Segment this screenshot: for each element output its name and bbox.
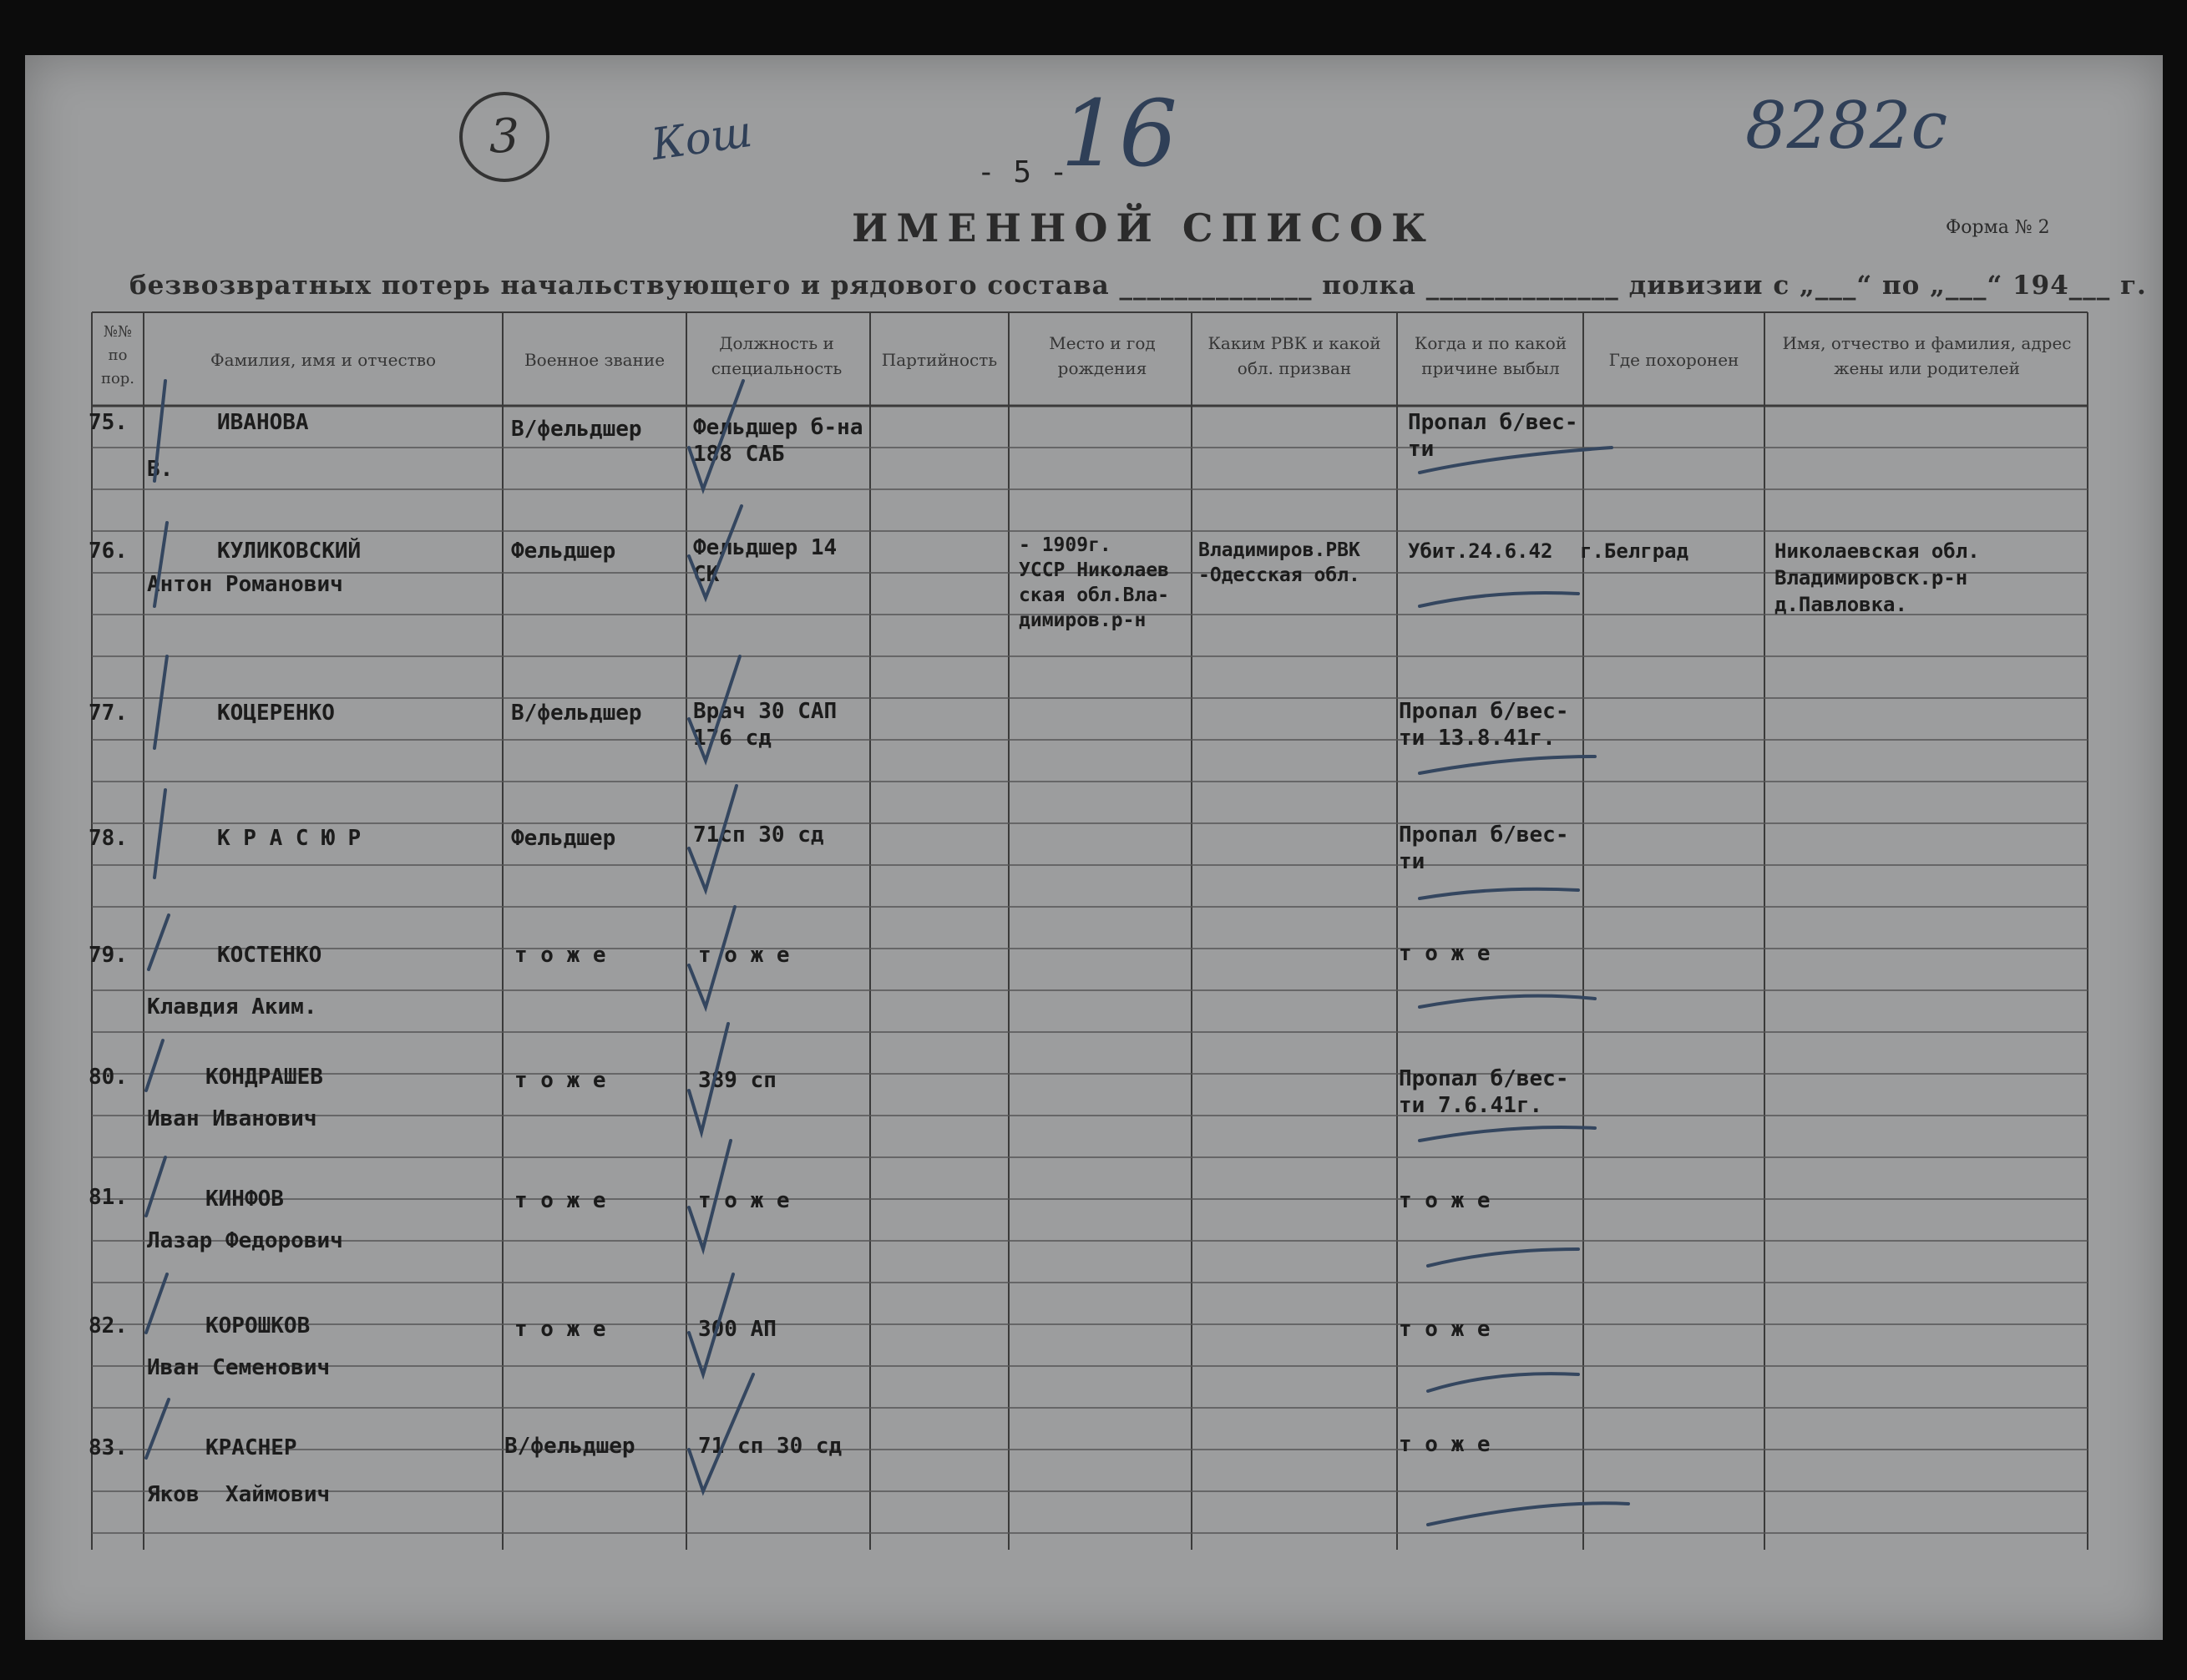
row-number: 78.	[89, 826, 128, 851]
column-header-reason: Когда и по какой причине выбыл	[1414, 333, 1567, 378]
document-sheet	[25, 55, 2163, 1640]
position: т о ж е	[698, 1188, 790, 1213]
document-subtitle: безвозвратных потерь начальствующего и рядового состава ______________ полка ______________ дивизии с „___“ по „___“ 194___ г.	[129, 271, 2147, 301]
check-mark	[689, 1274, 733, 1374]
dash-mark	[1420, 757, 1595, 773]
row-number: 76.	[89, 539, 128, 564]
rank: Фельдшер	[511, 539, 616, 564]
row-number: 77.	[89, 701, 128, 726]
column-header-name: Фамилия, имя и отчество	[210, 350, 437, 370]
position: 71 сп 30 сд	[698, 1434, 843, 1459]
check-mark	[689, 506, 742, 598]
given-name: Иван Иванович	[147, 1106, 317, 1131]
rvk: Владимиров.РВК -Одесская обл.	[1198, 539, 1360, 586]
check-mark	[689, 1141, 731, 1249]
check-mark	[689, 656, 740, 761]
row-number: 81.	[89, 1185, 128, 1210]
reason: Пропал б/вес- ти	[1408, 410, 1578, 462]
reason: Убит.24.6.42	[1408, 539, 1553, 563]
row-number: 82.	[89, 1313, 128, 1338]
dash-mark	[1420, 593, 1578, 606]
given-name: Антон Романович	[147, 572, 343, 597]
column-header-party: Партийность	[881, 350, 998, 370]
reason: т о ж е	[1399, 941, 1491, 966]
position: 300 АП	[698, 1317, 777, 1342]
row-number: 75.	[89, 410, 128, 435]
reason: т о ж е	[1399, 1432, 1491, 1457]
dash-mark	[1420, 448, 1612, 473]
check-mark	[689, 907, 735, 1007]
reason: т о ж е	[1399, 1317, 1491, 1342]
surname: КОНДРАШЕВ	[205, 1065, 323, 1090]
tick	[154, 381, 165, 481]
tick	[146, 1040, 163, 1090]
column-header-position: Должность и специальность	[711, 333, 843, 378]
circled-number-annotation: 3	[459, 92, 549, 182]
surname: КУЛИКОВСКИЙ	[217, 539, 362, 564]
position: Врач 30 САП 176 сд	[693, 699, 838, 751]
column-header-rvk: Каким РВК и какой обл. призван	[1207, 333, 1381, 378]
surname: КРАСНЕР	[205, 1435, 297, 1460]
given-name: Клавдия Аким.	[147, 994, 317, 1020]
surname: КОСТЕНКО	[217, 943, 322, 968]
birth-place: - 1909г. УССР Николаев ская обл.Вла- димиров.р-н	[1019, 534, 1170, 631]
surname: КОЦЕРЕНКО	[217, 701, 335, 726]
form-number: Форма № 2	[1946, 217, 2050, 238]
rank: т о ж е	[514, 1317, 606, 1342]
tick	[146, 1157, 165, 1216]
row-number: 79.	[89, 943, 128, 968]
reason: Пропал б/вес- ти 13.8.41г.	[1399, 699, 1569, 751]
column-header-relatives: Имя, отчество и фамилия, адрес жены или родителей	[1782, 333, 2072, 378]
surname: КИНФОВ	[205, 1187, 284, 1212]
rank: В/фельдшер	[504, 1434, 635, 1459]
given-name: Лазар Федорович	[147, 1228, 343, 1253]
reason: Пропал б/вес- ти 7.6.41г.	[1399, 1066, 1569, 1118]
row-number: 80.	[89, 1065, 128, 1090]
check-mark	[689, 1024, 728, 1132]
handwritten-note-left: Кош	[648, 106, 756, 171]
tick	[154, 656, 167, 748]
given-name: Яков Хаймович	[147, 1482, 331, 1507]
handwritten-marks	[25, 55, 2163, 1640]
reason: т о ж е	[1399, 1188, 1491, 1213]
rank: т о ж е	[514, 943, 606, 968]
page-number: - 5 -	[977, 155, 1068, 190]
relatives: Николаевская обл. Владимировск.р-н д.Павловка.	[1774, 539, 1980, 616]
reason: Пропал б/вес- ти	[1399, 822, 1569, 874]
rank: В/фельдшер	[511, 701, 642, 726]
rank: Фельдшер	[511, 826, 616, 851]
dash-mark	[1428, 1249, 1578, 1266]
check-mark	[689, 1374, 753, 1491]
surname: К Р А С Ю Р	[217, 826, 362, 851]
tick	[154, 790, 165, 878]
surname: ИВАНОВА	[217, 410, 309, 435]
rank: т о ж е	[514, 1188, 606, 1213]
column-header-birth: Место и год рождения	[1049, 333, 1156, 378]
dash-mark	[1420, 996, 1595, 1007]
given-name: Иван Семенович	[147, 1355, 331, 1380]
check-mark	[689, 786, 737, 890]
tick	[146, 1274, 167, 1333]
row-number: 83.	[89, 1435, 128, 1460]
page-title: ИМЕННОЙ СПИСОК	[852, 205, 1435, 250]
given-name: В.	[147, 457, 174, 482]
tick	[154, 523, 167, 606]
handwritten-page-number: 16	[1061, 80, 1177, 187]
burial-place: г.Белград	[1580, 539, 1689, 563]
column-header-burial: Где похоронен	[1608, 350, 1739, 370]
dash-mark	[1420, 889, 1578, 898]
surname: КОРОШКОВ	[205, 1313, 311, 1338]
column-header-number: №№ по пор.	[100, 323, 135, 387]
column-header-rank: Военное звание	[524, 350, 666, 370]
rank: т о ж е	[514, 1068, 606, 1093]
tick	[149, 915, 169, 969]
position: 389 сп	[698, 1068, 777, 1093]
dash-mark	[1428, 1503, 1628, 1525]
position: Фельдшер 14 СК	[693, 535, 838, 587]
rank: В/фельдшер	[511, 417, 642, 442]
dash-mark	[1428, 1374, 1578, 1391]
position: Фельдшер б-на 188 САБ	[693, 415, 863, 467]
position: 71сп 30 сд	[693, 822, 824, 848]
check-mark	[689, 381, 743, 489]
position: т о ж е	[698, 943, 790, 968]
dash-mark	[1420, 1127, 1595, 1141]
handwritten-archive-number: 8282с	[1745, 89, 1948, 164]
tick	[146, 1399, 169, 1458]
